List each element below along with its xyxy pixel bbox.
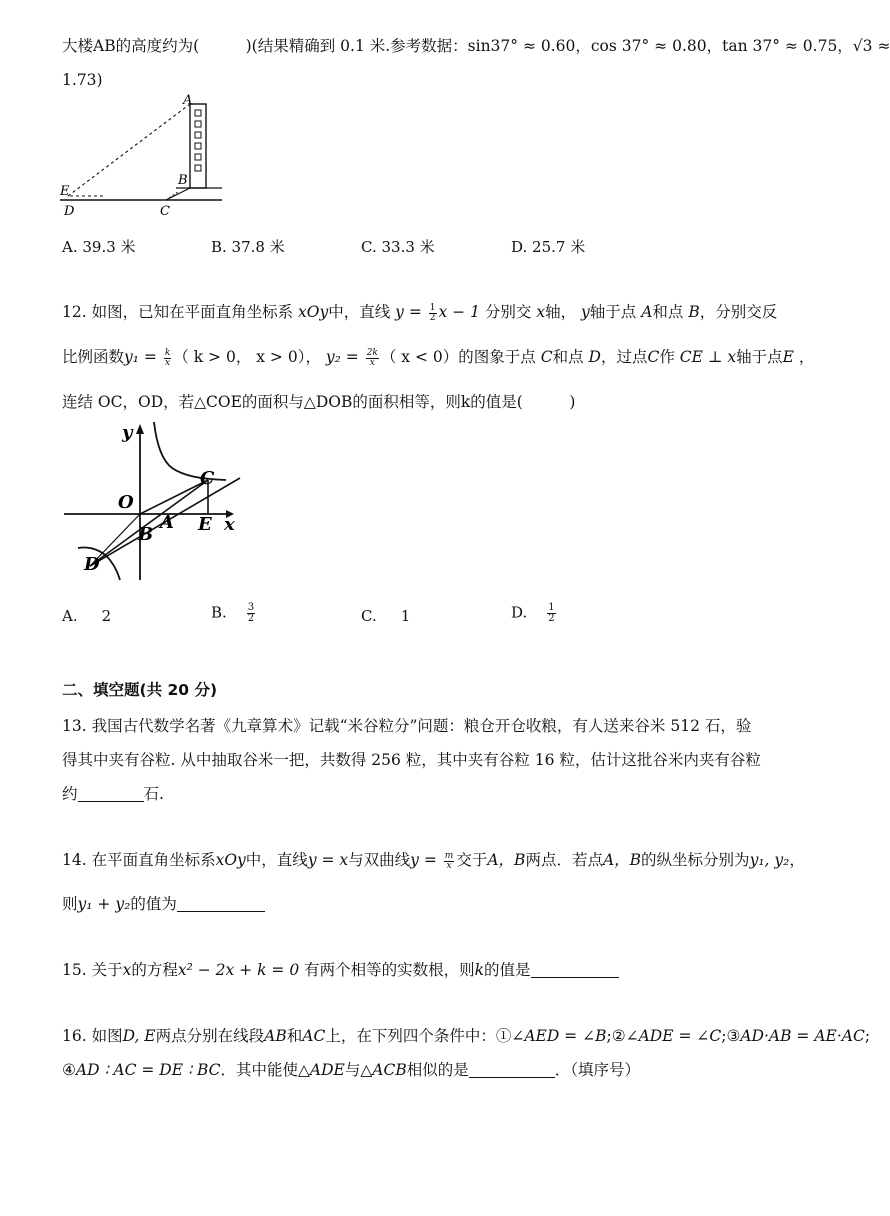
q14-l1-e: 两点．若点 — [525, 851, 603, 869]
q14-l1-xoy: xOy — [215, 851, 246, 869]
q12-label-b: B — [138, 524, 154, 545]
q12-l2-b: （ k > 0， x > 0）， — [173, 348, 326, 366]
q12-l2-frac2-num: 2k — [366, 347, 378, 358]
q12-l2-pointD: D — [588, 348, 601, 366]
q12-l2-frac1-den: x — [165, 357, 171, 368]
q12-label-x: x — [224, 514, 235, 535]
q15-d: 的值是 — [484, 961, 531, 979]
q12-opt-a-label: A. — [62, 607, 78, 625]
q14-l1-frac-den: x — [446, 860, 452, 871]
q12-l1-eq-a: y = — [395, 303, 427, 321]
q12-l1-f: 和点 — [652, 303, 689, 321]
q14-l1-g: ， — [789, 851, 805, 869]
q13-answer-blank[interactable] — [78, 785, 144, 802]
q16-text-line2 — [62, 1060, 640, 1080]
q12-option-a[interactable] — [62, 607, 111, 625]
q16-answer-blank[interactable] — [469, 1061, 555, 1078]
q13-text-line2: 得其中夹有谷粒. 从中抽取谷米一把，共数得 256 粒，其中夹有谷粒 16 粒，估计这批谷米内夹有谷粒 — [62, 751, 761, 769]
q13-text-line3 — [62, 784, 164, 804]
q12-l2-d: 和点 — [552, 348, 589, 366]
q11-label-b: B — [178, 173, 188, 188]
q14-text-line2 — [62, 894, 265, 914]
q16-l1-g: ; — [864, 1027, 871, 1045]
q16-l1-ab: AB — [264, 1027, 287, 1045]
q16-l1-a: 16. 如图 — [62, 1027, 123, 1045]
q14-l1-eq2: y = — [410, 851, 442, 869]
q15-b: 的方程 — [131, 961, 178, 979]
q11-label-e: E — [60, 184, 70, 199]
q16-l1-e: ;② — [606, 1027, 626, 1045]
q15-k: k — [474, 961, 485, 979]
q16-l2-acb: ACB — [372, 1061, 407, 1079]
q11-option-c[interactable]: C. 33.3 米 — [361, 238, 435, 256]
q16-l1-b: 两点分别在线段 — [155, 1027, 265, 1045]
q16-l1-f: ;③ — [721, 1027, 741, 1045]
q11-text-line1: 大楼AB的高度约为( )(结果精确到 0.1 米.参考数据：sin37° ≈ 0.60，cos 37° ≈ 0.80，tan 37° ≈ 0.75，√3 ≈ — [62, 37, 890, 55]
q12-l2-pointC2: C — [647, 348, 660, 366]
q12-l2-frac2 — [366, 349, 379, 368]
q11-option-d[interactable]: D. 25.7 米 — [511, 238, 586, 256]
q12-l1-a: 12. 如图，已知在平面直角坐标系 — [62, 303, 299, 321]
q15-a: 15. 关于 — [62, 961, 123, 979]
q14-l2-b: 的值为 — [130, 895, 177, 913]
q16-l2-a: ④ — [62, 1061, 76, 1079]
q12-opt-d-label: D. — [511, 603, 528, 622]
q12-l1-frac — [429, 304, 437, 323]
q16-l1-d: 上，在下列四个条件中：① — [325, 1027, 512, 1045]
q15-text — [62, 960, 619, 980]
q12-opt-c-label: C. — [361, 607, 377, 625]
q16-l1-cond1: ∠AED = ∠B — [511, 1027, 607, 1045]
q12-label-a: A — [160, 512, 174, 533]
q12-l2-frac1-num: k — [164, 347, 171, 358]
q12-l1-pointA: A — [641, 303, 653, 321]
q12-l1-d: 轴， — [545, 303, 582, 321]
q16-l2-b: ．其中能使△ — [220, 1061, 310, 1079]
q12-l1-c: 分别交 — [479, 303, 537, 321]
q12-opt-b-num: 3 — [247, 602, 255, 613]
q12-text-line3: 连结 OC，OD，若△COE的面积与△DOB的面积相等，则k的值是( ) — [62, 393, 576, 411]
q13-l3-a: 约 — [62, 785, 78, 803]
q13-l3-b: 石. — [143, 785, 164, 803]
q14-text-line1 — [62, 850, 805, 871]
q14-l1-y: y₁, y₂ — [749, 851, 790, 869]
q14-l2-a: 则 — [62, 895, 78, 913]
q12-l1-frac-den: 2 — [429, 312, 436, 323]
q12-l1-xoy: xOy — [298, 303, 329, 321]
q12-option-b[interactable] — [211, 603, 257, 624]
q12-l1-eq-b: x − 1 — [438, 303, 480, 321]
q16-l2-ade: ADE — [309, 1061, 345, 1079]
q13-text-line1: 13. 我国古代数学名著《九章算术》记载“米谷粒分”问题：粮仓开仓收粮，有人送来谷米 512 石，验 — [62, 717, 752, 735]
q12-l2-frac2-den: x — [369, 357, 375, 368]
q12-l2-f: 作 — [659, 348, 680, 366]
q14-l1-ab2: A，B — [602, 851, 642, 869]
q14-l1-d: 交于 — [456, 851, 488, 869]
q12-l2-a: 比例函数 — [62, 348, 125, 366]
q14-l1-eq: y = x — [307, 851, 349, 869]
q14-l1-a: 14. 在平面直角坐标系 — [62, 851, 216, 869]
q16-text-line1 — [62, 1026, 870, 1046]
q12-label-d: D — [84, 554, 100, 575]
q12-l1-g: ，分别交反 — [699, 303, 778, 321]
q12-l2-y2: y₂ = — [325, 348, 364, 366]
q14-l1-c: 与双曲线 — [348, 851, 411, 869]
q14-l1-frac-num: m — [444, 850, 454, 861]
q12-l2-pointC: C — [540, 348, 553, 366]
q12-option-c[interactable] — [361, 607, 410, 625]
q12-opt-d-frac — [547, 603, 555, 624]
q12-l2-pointE: E — [782, 348, 794, 366]
q16-l2-e: ．（填序号） — [554, 1061, 640, 1079]
q14-l1-frac — [444, 852, 455, 871]
q16-l2-cond4: AD ∶ AC = DE ∶ BC — [75, 1061, 221, 1079]
q16-l2-c: 与△ — [344, 1061, 373, 1079]
q16-l1-c: 和 — [286, 1027, 303, 1045]
q14-l1-b: 中，直线 — [245, 851, 308, 869]
q16-l1-cond2: ∠ADE = ∠C — [625, 1027, 722, 1045]
q12-l2-frac1 — [164, 349, 171, 368]
q12-opt-a-value: 2 — [101, 607, 112, 625]
q12-text-line2 — [62, 347, 814, 368]
section-heading-fill-blank: 二、填空题(共 20 分) — [62, 681, 218, 699]
q12-l2-h: ， — [793, 348, 815, 366]
q12-l2-g: 轴于点 — [736, 348, 783, 366]
q15-x: x — [122, 961, 132, 979]
q11-option-a[interactable]: A. 39.3 米 — [62, 238, 136, 256]
q12-opt-d-num: 1 — [548, 602, 555, 613]
q14-answer-blank[interactable] — [177, 895, 265, 912]
q11-building-figure — [56, 92, 226, 220]
q12-l2-ce: CE ⊥ x — [679, 348, 737, 366]
q14-l2-expr: y₁ + y₂ — [77, 895, 131, 913]
q12-label-e: E — [198, 514, 212, 535]
q12-l1-pointB: B — [688, 303, 700, 321]
q15-eq: x² − 2x + k = 0 — [177, 961, 300, 979]
q11-option-b[interactable]: B. 37.8 米 — [211, 238, 285, 256]
q11-label-a: A — [183, 93, 193, 108]
q14-l1-f: 的纵坐标分别为 — [641, 851, 750, 869]
q11-label-c: C — [160, 204, 170, 219]
q12-opt-d-den: 2 — [548, 613, 555, 624]
q12-label-y: y — [122, 422, 133, 443]
q16-l1-ac: AC — [302, 1027, 326, 1045]
q11-text-line2: 1.73) — [62, 71, 103, 89]
q16-l1-de: D, E — [122, 1027, 156, 1045]
q16-l1-cond3: AD·AB = AE·AC — [740, 1027, 865, 1045]
q16-l2-d: 相似的是 — [406, 1061, 469, 1079]
q12-coordinate-figure — [60, 418, 240, 586]
q15-c: 有两个相等的实数根，则 — [299, 961, 475, 979]
q12-opt-b-frac — [247, 603, 255, 624]
q12-l1-y: y — [581, 303, 590, 321]
q12-label-o: O — [118, 492, 134, 513]
q14-l1-ab: A，B — [487, 851, 526, 869]
q12-l2-y1: y₁ = — [124, 348, 162, 366]
q12-opt-b-label: B. — [211, 603, 227, 622]
q12-l1-b: 中，直线 — [328, 303, 396, 321]
q12-option-d[interactable] — [511, 603, 558, 624]
q12-opt-b-den: 2 — [247, 613, 255, 624]
q15-answer-blank[interactable] — [531, 961, 619, 978]
q12-l1-e: 轴于点 — [589, 303, 642, 321]
q12-l1-frac-num: 1 — [429, 302, 436, 313]
q12-l1-x: x — [536, 303, 546, 321]
q11-label-d: D — [64, 204, 75, 219]
q12-label-c: C — [200, 468, 215, 489]
q12-text-line1 — [62, 302, 777, 323]
q12-l2-e: ，过点 — [600, 348, 648, 366]
q12-opt-c-value: 1 — [400, 607, 411, 625]
q12-l2-c: （ x < 0）的图象于点 — [380, 348, 541, 366]
